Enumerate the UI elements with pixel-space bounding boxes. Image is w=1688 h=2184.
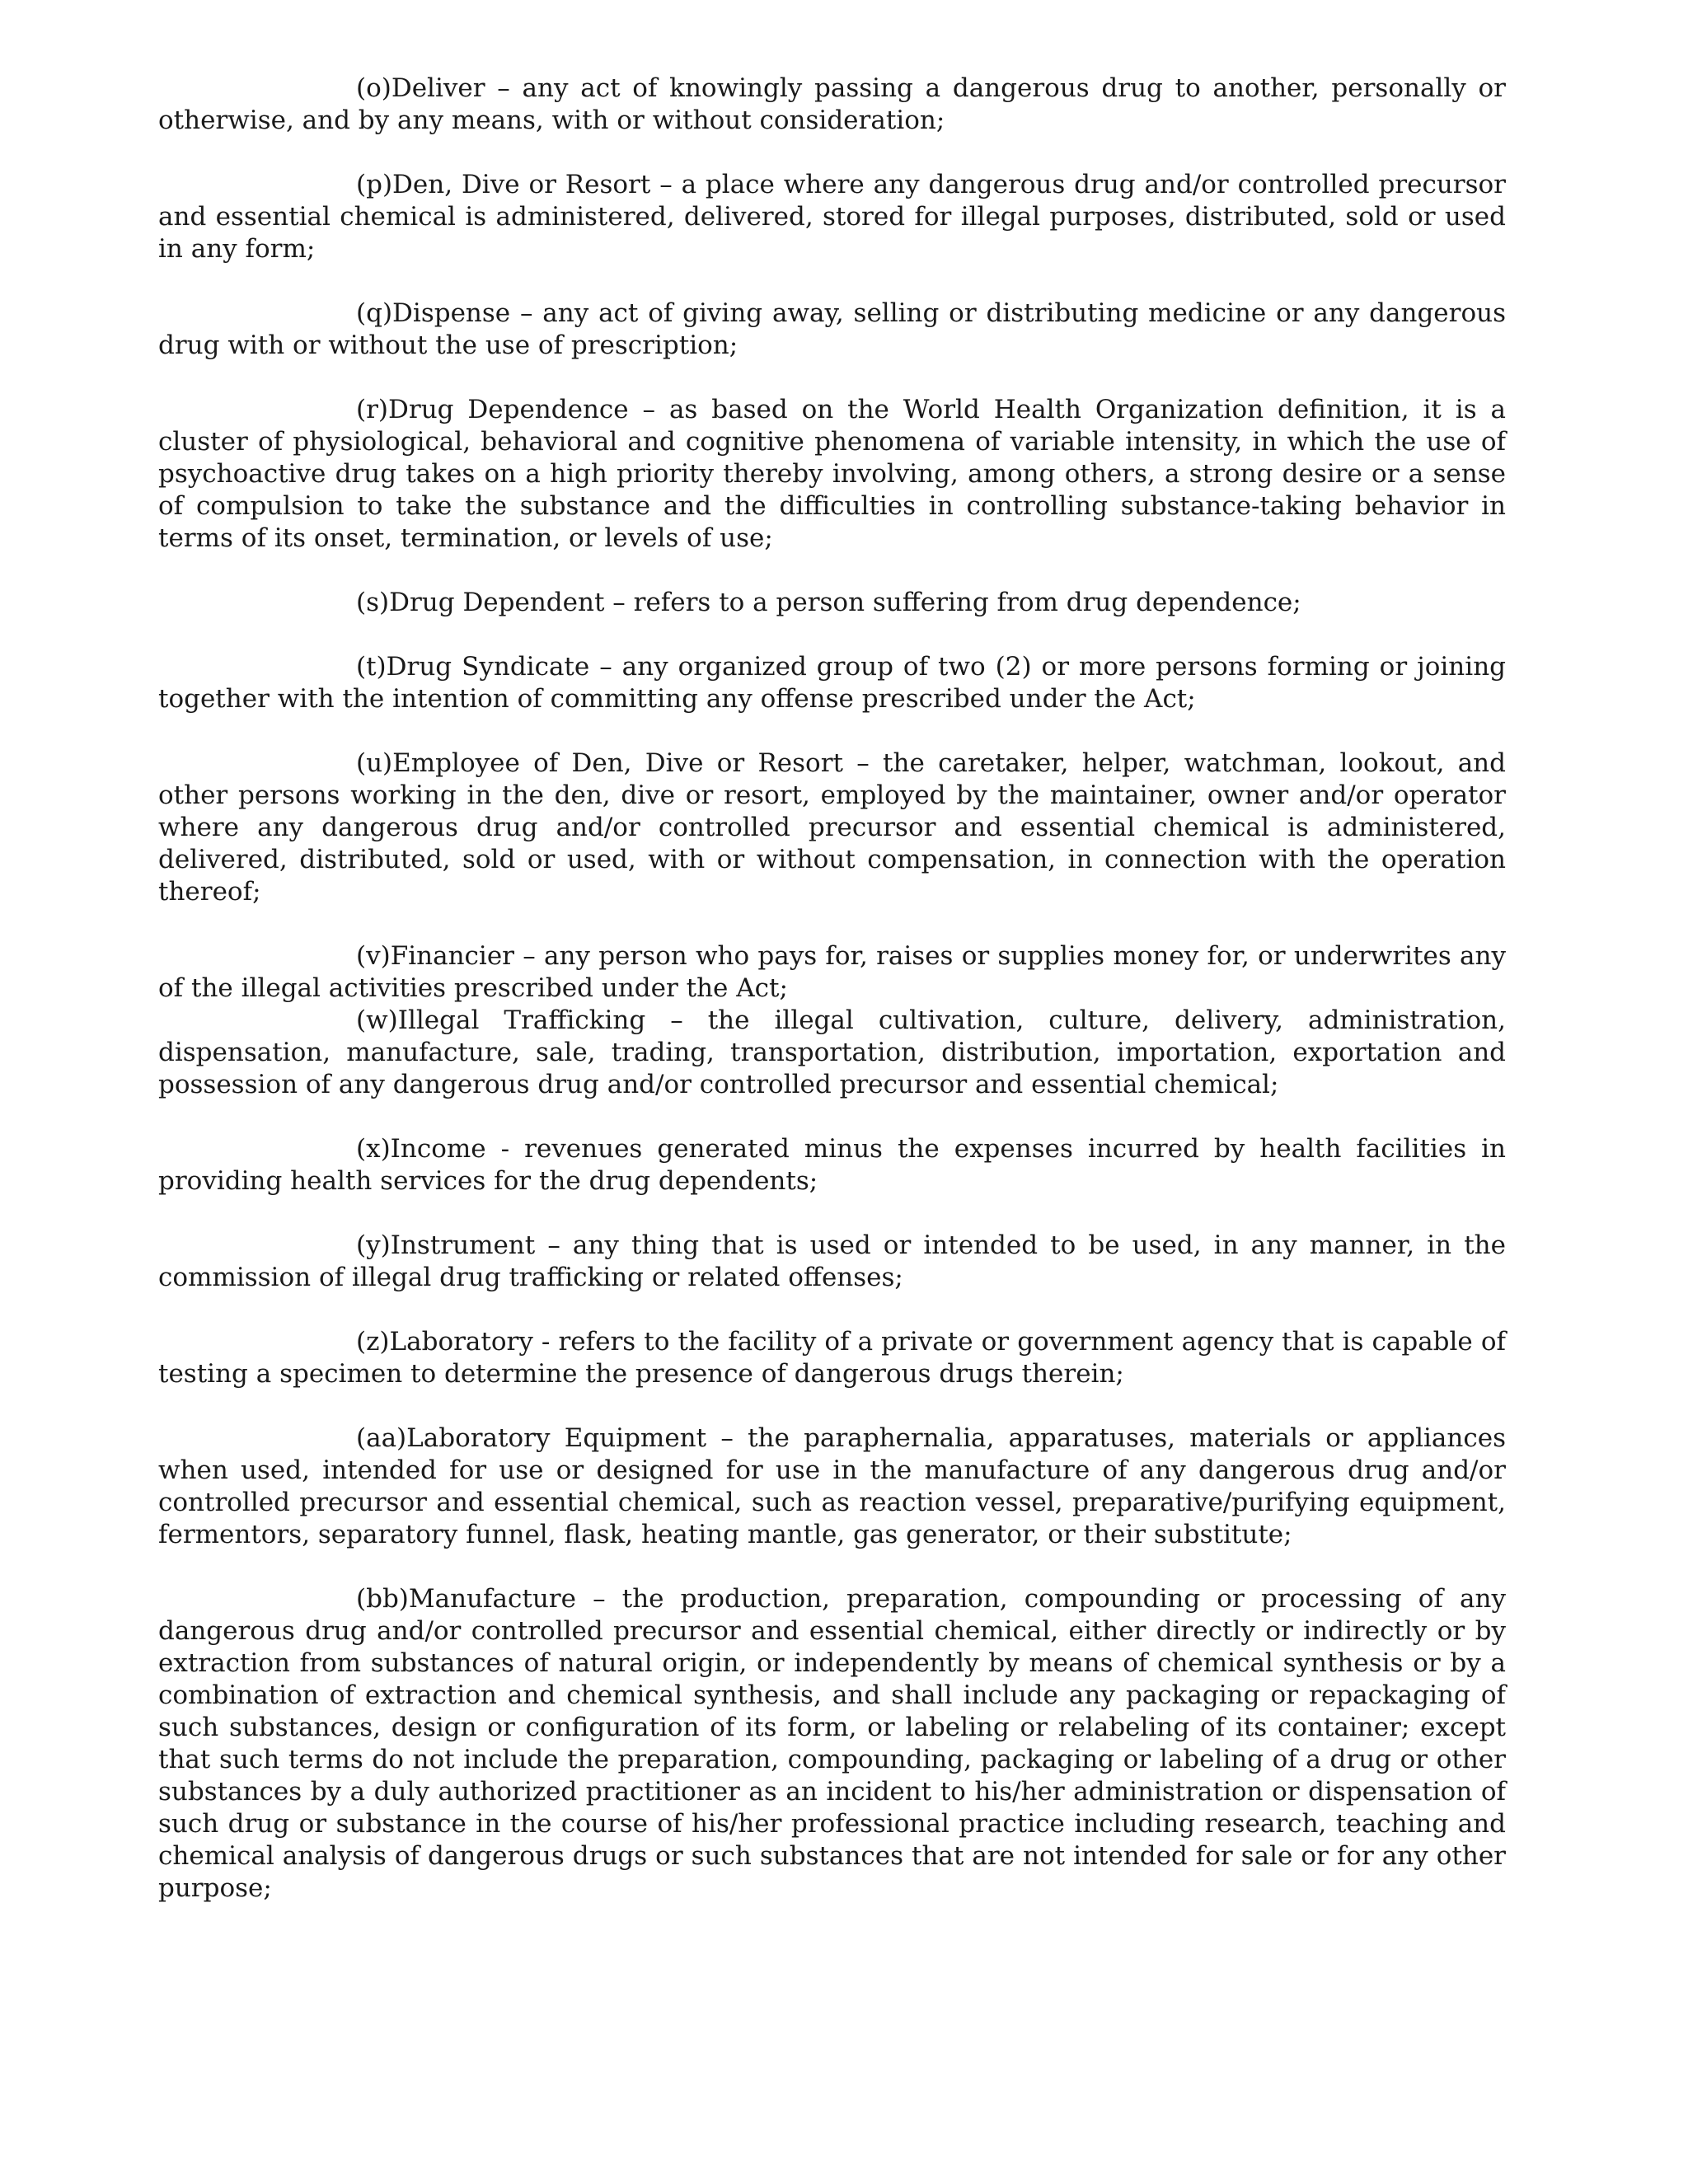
- definition-marker: (o): [356, 73, 392, 103]
- definition-text: Drug Dependent – refers to a person suffering from drug dependence;: [389, 588, 1301, 617]
- definition-text: Financier – any person who pays for, raises or supplies money for, or underwrites any of the illegal activities prescribed under the Act;: [158, 941, 1506, 1003]
- definition-marker: (r): [356, 395, 389, 424]
- definition-text: Drug Syndicate – any organized group of two (2) or more persons forming or joining together with the intention of committing any offense prescribed under the Act;: [158, 652, 1506, 714]
- definition-text: Employee of Den, Dive or Resort – the caretaker, helper, watchman, lookout, and other persons working in the den, dive or resort, employed by the maintainer, owner and/or operator where any dangerous drug and/or controlled precursor and essential chemical is administered, delivered, distributed, sold or used, with or without compensation, in connection with the operation thereof;: [158, 748, 1506, 907]
- definition-bb: [158, 1583, 1506, 1905]
- definition-marker: (u): [356, 748, 393, 778]
- definition-marker: (v): [356, 941, 391, 971]
- definition-marker: (s): [356, 588, 390, 617]
- definition-marker: (q): [356, 298, 393, 328]
- definition-r: [158, 394, 1506, 555]
- definition-text: Manufacture – the production, preparation, compounding or processing of any dangerous drug and/or controlled precursor and essential chemical, either directly or indirectly or by extraction from substances of natural origin, or independently by means of chemical synthesis or by a combination of extraction and chemical synthesis, and shall include any packaging or repackaging of such substances, design or configuration of its form, or labeling or relabeling of its container; except that such terms do not include the preparation, compounding, packaging or labeling of a drug or other substances by a duly authorized practitioner as an incident to his/her administration or dispensation of such drug or substance in the course of his/her professional practice including research, teaching and chemical analysis of dangerous drugs or such substances that are not intended for sale or for any other purpose;: [158, 1584, 1506, 1903]
- definition-text: Drug Dependence – as based on the World Health Organization definition, it is a cluster of physiological, behavioral and cognitive phenomena of variable intensity, in which the use of psychoactive drug takes on a high priority thereby involving, among others, a strong desire or a sense of compulsion to take the substance and the difficulties in controlling substance-taking behavior in terms of its onset, termination, or levels of use;: [158, 395, 1506, 553]
- definition-marker: (y): [356, 1230, 391, 1260]
- definition-text: Illegal Trafficking – the illegal cultivation, culture, delivery, administration, dispensation, manufacture, sale, trading, transportation, distribution, importation, exportation and possession of any dangerous drug and/or controlled precursor and essential chemical;: [158, 1005, 1506, 1099]
- definition-marker: (aa): [356, 1423, 407, 1453]
- definition-w: [158, 1005, 1506, 1101]
- document-page: [158, 73, 1506, 1937]
- definition-text: Laboratory - refers to the facility of a private or government agency that is capable of testing a specimen to determine the presence of dangerous drugs therein;: [158, 1327, 1506, 1389]
- definition-marker: (t): [356, 652, 387, 682]
- definition-x: [158, 1133, 1506, 1197]
- definition-marker: (p): [356, 170, 393, 199]
- definition-marker: (w): [356, 1005, 398, 1035]
- definition-o: [158, 73, 1506, 137]
- definition-text: Den, Dive or Resort – a place where any dangerous drug and/or controlled precursor and essential chemical is administered, delivered, stored for illegal purposes, distributed, sold or used in any form;: [158, 170, 1506, 264]
- definition-s: [158, 587, 1506, 619]
- definition-p: [158, 169, 1506, 265]
- definition-marker: (bb): [356, 1584, 409, 1614]
- definition-text: Laboratory Equipment – the paraphernalia, apparatuses, materials or appliances when used, intended for use or designed for use in the manufacture of any dangerous drug and/or controlled precursor and essential chemical, such as reaction vessel, preparative/purifying equipment, fermentors, separatory funnel, flask, heating mantle, gas generator, or their substitute;: [158, 1423, 1506, 1549]
- definition-text: Dispense – any act of giving away, selling or distributing medicine or any dangerous drug with or without the use of prescription;: [158, 298, 1506, 360]
- definition-marker: (z): [356, 1327, 390, 1357]
- definition-aa: [158, 1422, 1506, 1551]
- definition-text: Deliver – any act of knowingly passing a dangerous drug to another, personally or otherwise, and by any means, with or without consideration;: [158, 73, 1506, 135]
- definition-y: [158, 1230, 1506, 1294]
- definition-t: [158, 651, 1506, 715]
- definition-text: Income - revenues generated minus the expenses incurred by health facilities in providing health services for the drug dependents;: [158, 1134, 1506, 1196]
- definition-marker: (x): [356, 1134, 391, 1164]
- definition-q: [158, 298, 1506, 362]
- definition-text: Instrument – any thing that is used or intended to be used, in any manner, in the commission of illegal drug trafficking or related offenses;: [158, 1230, 1506, 1292]
- definition-v: [158, 940, 1506, 1005]
- definition-u: [158, 748, 1506, 908]
- definition-z: [158, 1326, 1506, 1390]
